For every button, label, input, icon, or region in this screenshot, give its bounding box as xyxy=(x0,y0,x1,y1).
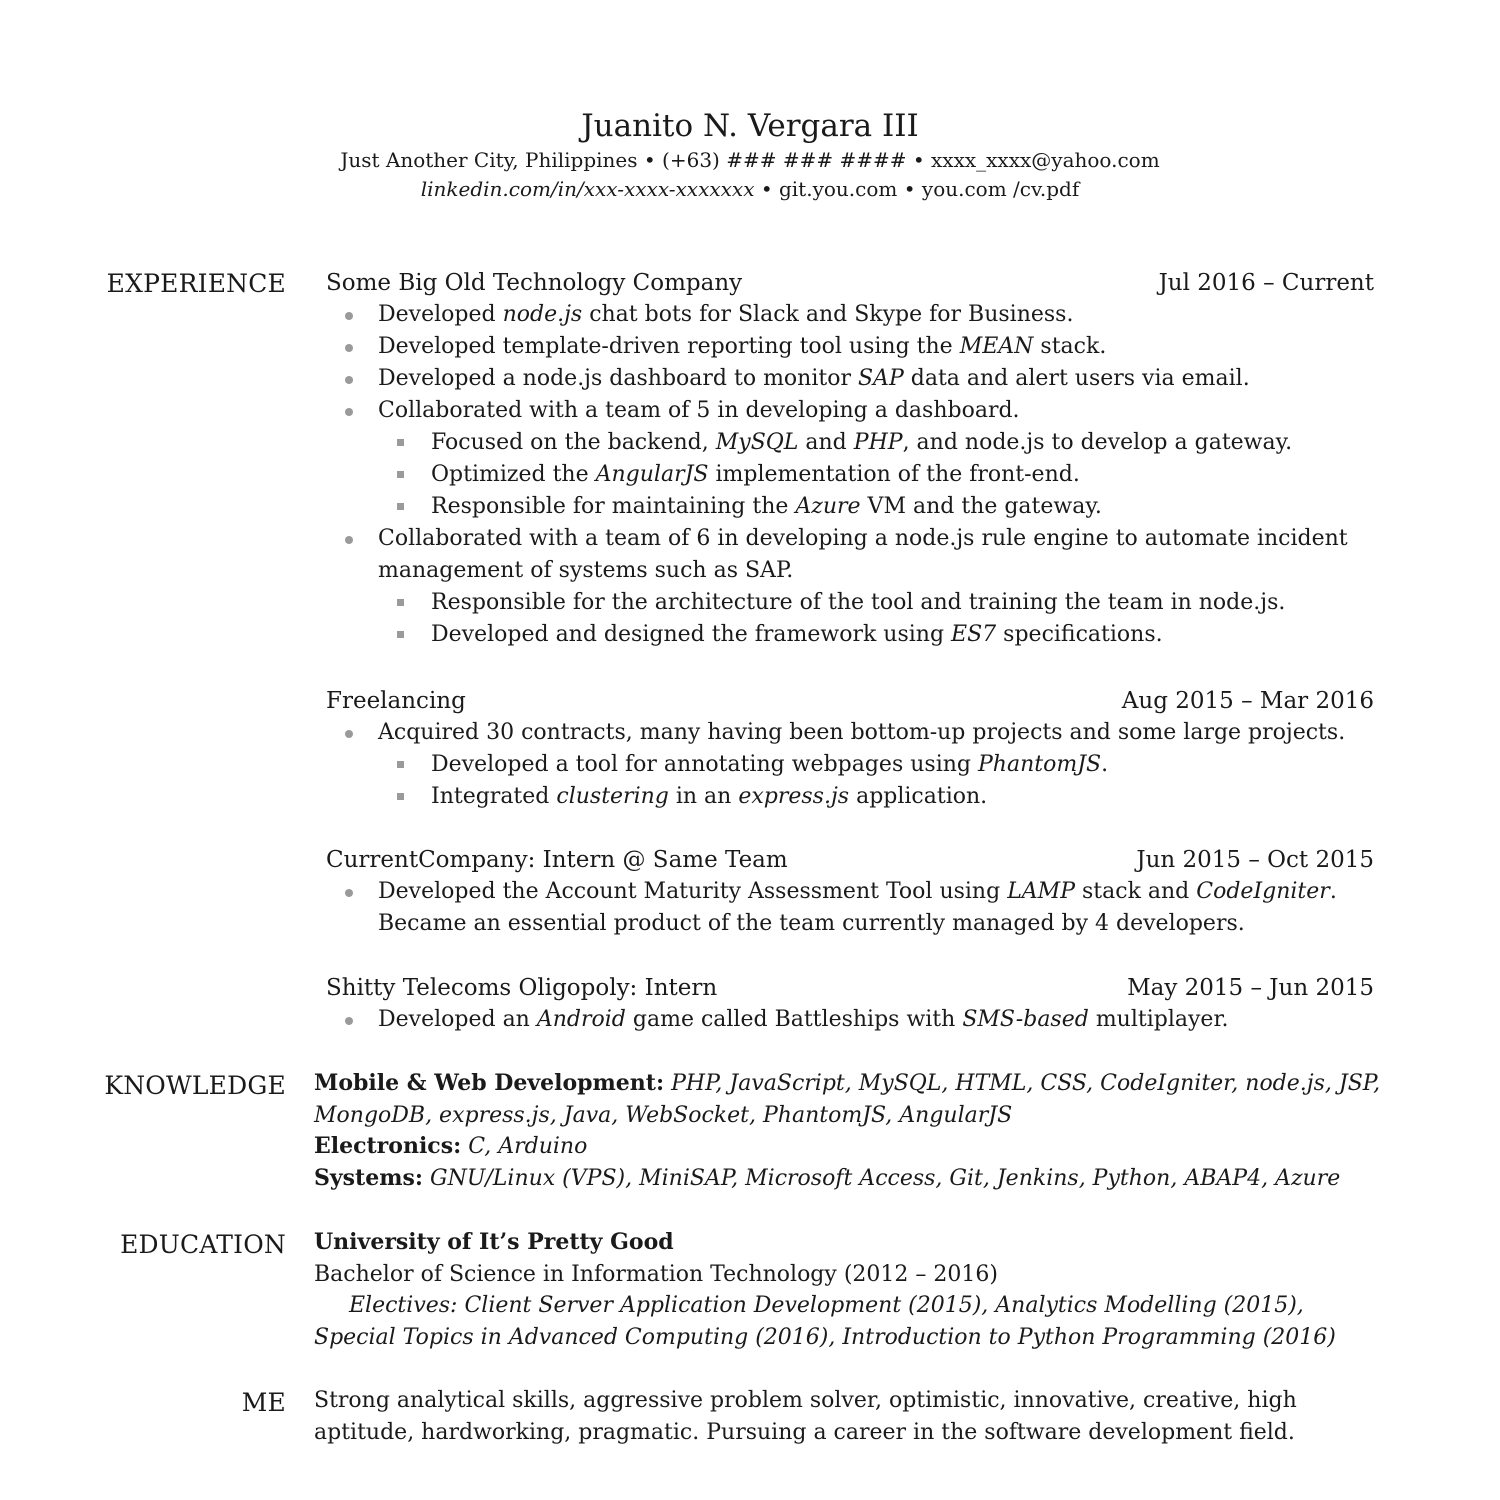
bullet-item: Collaborated with a team of 6 in developing a node.js rule engine to automate incident management of systems such as SAP. xyxy=(326,523,1374,587)
company-name: Some Big Old Technology Company xyxy=(326,270,743,296)
linkedin-link[interactable]: linkedin.com/in/xxx-xxxx-xxxxxxx xyxy=(420,177,755,201)
cv-link[interactable]: you.com /cv.pdf xyxy=(921,177,1080,201)
git-link[interactable]: git.you.com xyxy=(778,177,898,201)
tech-term: MySQL xyxy=(715,430,799,455)
tech-term: Azure xyxy=(795,494,861,519)
bullet-item: Developed the Account Maturity Assessment Tool using LAMP stack and CodeIgniter. Became an essential product of the team currently managed by 4 developers. xyxy=(326,876,1374,940)
email-link[interactable]: xxxx_xxxx@yahoo.com xyxy=(931,148,1160,172)
knowledge-item xyxy=(314,1131,1384,1163)
job-header xyxy=(326,267,1374,299)
section-experience-title: EXPERIENCE xyxy=(106,269,286,298)
sub-bullet-item: Developed and designed the framework using ES7 specifications. xyxy=(326,619,1374,651)
sub-bullet-item: Integrated clustering in an express.js application. xyxy=(326,781,1374,813)
knowledge-value: PHP, JavaScript, MySQL, HTML, CSS, CodeIgniter, node.js, JSP, MongoDB, express.js, Java, WebSocket, PhantomJS, AngularJS xyxy=(314,1071,1381,1128)
tech-term: clustering xyxy=(556,784,669,809)
bullet-item: Collaborated with a team of 5 in developing a dashboard. xyxy=(326,395,1374,427)
tech-term: Android xyxy=(536,1007,626,1032)
education-block xyxy=(314,1227,1384,1353)
school-name-text: University of It’s Pretty Good xyxy=(314,1229,674,1255)
tech-term: PHP xyxy=(853,430,903,455)
tech-term: node.js xyxy=(502,302,583,327)
knowledge-value: C, Arduino xyxy=(468,1134,588,1159)
bullet-item: Developed template-driven reporting tool using the MEAN stack. xyxy=(326,331,1374,363)
separator: • xyxy=(754,177,779,201)
section-knowledge-title: KNOWLEDGE xyxy=(104,1071,286,1100)
tech-term: ES7 xyxy=(951,622,997,647)
company-name: Shitty Telecoms Oligopoly: Intern xyxy=(326,975,718,1001)
electives-text: Electives: Client Server Application Development (2015), Analytics Modelling (2015), Special Topics in Advanced Computing (2016), Introduction to Python Programming (2016) xyxy=(314,1293,1336,1350)
me-summary: Strong analytical skills, aggressive problem solver, optimistic, innovative, creative, high aptitude, hardworking, pragmatic. Pursuing a career in the software development field. xyxy=(314,1388,1297,1445)
bullet-item: Developed an Android game called Battleships with SMS-based multiplayer. xyxy=(326,1004,1374,1036)
knowledge-item xyxy=(314,1163,1384,1195)
job-entry xyxy=(326,844,1374,940)
bullet-item: Developed node.js chat bots for Slack and Skype for Business. xyxy=(326,299,1374,331)
job-dates: Jun 2015 – Oct 2015 xyxy=(1136,847,1374,873)
section-education-title: EDUCATION xyxy=(120,1230,286,1259)
bullet-item: Acquired 30 contracts, many having been bottom-up projects and some large projects. xyxy=(326,717,1374,749)
contact-line-1 xyxy=(0,146,1500,175)
knowledge-label: Systems: xyxy=(314,1164,424,1191)
job-entry xyxy=(326,972,1374,1036)
section-me-title: ME xyxy=(241,1388,286,1417)
knowledge-list xyxy=(314,1068,1384,1194)
bullet-item: Developed a node.js dashboard to monitor SAP data and alert users via email. xyxy=(326,363,1374,395)
company-name: Freelancing xyxy=(326,688,466,714)
knowledge-label: Electronics: xyxy=(314,1133,462,1159)
knowledge-value: GNU/Linux (VPS), MiniSAP, Microsoft Access, Git, Jenkins, Python, ABAP4, Azure xyxy=(430,1165,1341,1191)
sub-bullet-item: Optimized the AngularJS implementation of the front-end. xyxy=(326,459,1374,491)
tech-term: express.js xyxy=(738,784,850,809)
degree: Bachelor of Science in Information Technology (2012 – 2016) xyxy=(314,1261,998,1287)
resume-header xyxy=(0,106,1500,204)
separator: • xyxy=(897,177,922,201)
tech-term: MEAN xyxy=(959,334,1034,359)
job-header xyxy=(326,844,1374,876)
job-dates: Jul 2016 – Current xyxy=(1158,270,1374,296)
electives xyxy=(314,1290,1384,1353)
sub-bullet-item: Responsible for maintaining the Azure VM and the gateway. xyxy=(326,491,1374,523)
tech-term: LAMP xyxy=(1007,879,1076,904)
candidate-name: Juanito N. Vergara III xyxy=(581,108,919,144)
tech-term: SAP xyxy=(857,366,904,391)
sub-bullet-item: Developed a tool for annotating webpages using PhantomJS. xyxy=(326,749,1374,781)
school-name xyxy=(314,1227,1384,1259)
location: Just Another City, Philippines xyxy=(340,148,638,172)
knowledge-label: Mobile & Web Development: xyxy=(314,1070,665,1096)
separator: • xyxy=(906,148,932,172)
sub-bullet-item: Focused on the backend, MySQL and PHP, and node.js to develop a gateway. xyxy=(326,427,1374,459)
job-entry xyxy=(326,267,1374,651)
tech-term: PhantomJS xyxy=(977,752,1102,777)
job-dates: May 2015 – Jun 2015 xyxy=(1127,975,1374,1001)
sub-bullet-item: Responsible for the architecture of the tool and training the team in node.js. xyxy=(326,587,1374,619)
company-name: CurrentCompany: Intern @ Same Team xyxy=(326,847,788,873)
job-header xyxy=(326,685,1374,717)
job-entry xyxy=(326,685,1374,813)
tech-term: SMS-based xyxy=(962,1007,1089,1032)
job-header xyxy=(326,972,1374,1004)
tech-term: CodeIgniter xyxy=(1196,879,1330,904)
knowledge-item xyxy=(314,1068,1384,1131)
job-dates: Aug 2015 – Mar 2016 xyxy=(1121,688,1374,714)
phone: (+63) ### ### #### xyxy=(662,148,907,172)
tech-term: AngularJS xyxy=(595,462,709,487)
separator: • xyxy=(637,148,663,172)
contact-line-2 xyxy=(0,175,1500,204)
